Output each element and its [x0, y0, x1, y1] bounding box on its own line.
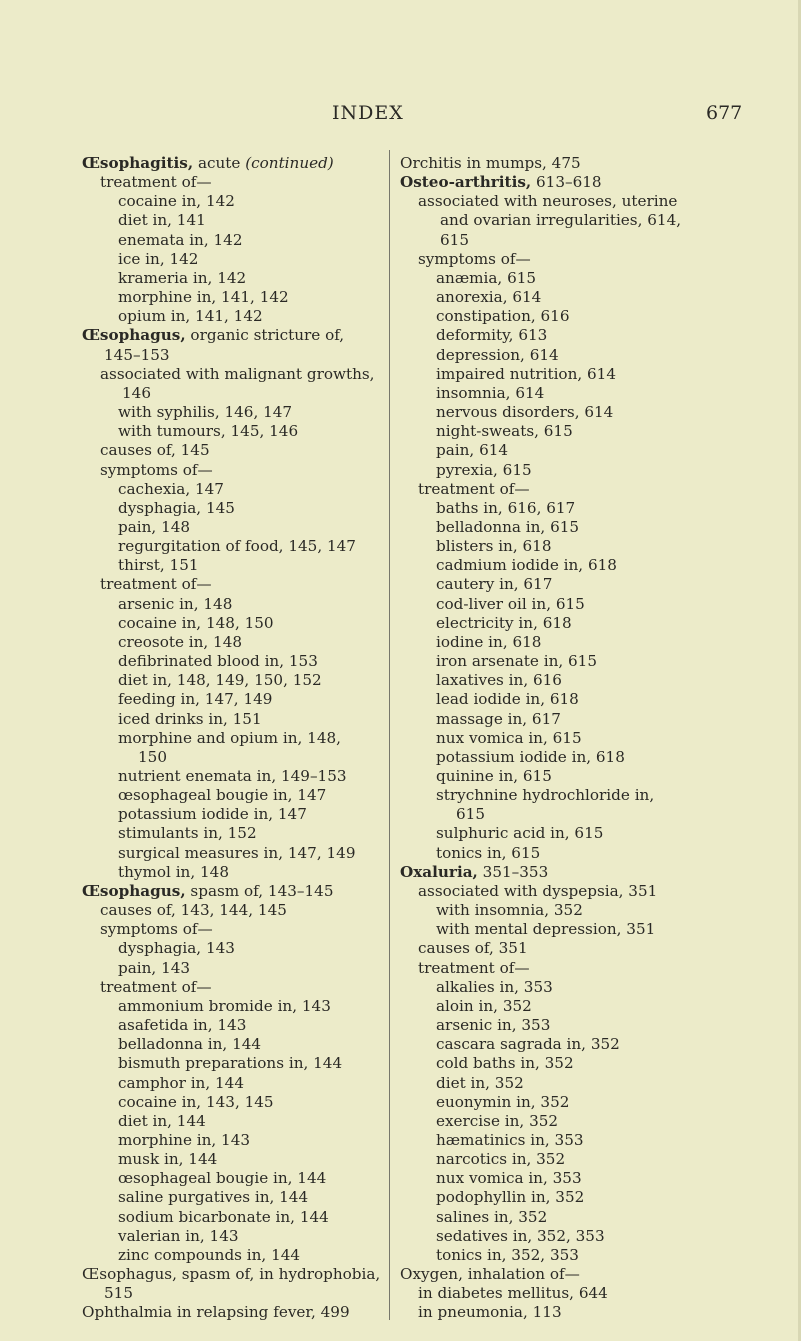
- index-entry: [82, 1112, 382, 1131]
- entry-text: constipation, 616: [436, 307, 570, 326]
- index-entry: [82, 346, 382, 365]
- index-entry: [400, 824, 704, 843]
- entry-text: pyrexia, 615: [436, 460, 532, 479]
- index-entry: [400, 1131, 704, 1150]
- entry-text: potassium iodide in, 147: [118, 805, 307, 824]
- entry-text: cadmium iodide in, 618: [436, 556, 617, 575]
- entry-text: cold baths in, 352: [436, 1054, 574, 1073]
- index-entry: [400, 882, 704, 901]
- index-entry: [400, 211, 704, 230]
- entry-text: opium in, 141, 142: [118, 307, 263, 326]
- index-entry: [82, 422, 382, 441]
- entry-text: aloin in, 352: [436, 996, 532, 1015]
- index-entry: [82, 1169, 382, 1188]
- index-entry: [400, 1054, 704, 1073]
- index-entry: [82, 1093, 382, 1112]
- index-column-left: [82, 154, 382, 1323]
- entry-text: and ovarian irregularities, 614,: [440, 211, 682, 230]
- index-entry: [82, 250, 382, 269]
- entry-text: sulphuric acid in, 615: [436, 824, 604, 843]
- entry-text: associated with neuroses, uterine: [418, 192, 678, 211]
- index-entry: [82, 959, 382, 978]
- entry-text: creosote in, 148: [118, 632, 243, 651]
- index-entry: [400, 959, 704, 978]
- entry-note: (continued): [245, 154, 334, 172]
- entry-text: Orchitis in mumps, 475: [400, 154, 581, 172]
- index-entry: [82, 786, 382, 805]
- entry-text: cautery in, 617: [436, 575, 553, 594]
- index-heading: [400, 1265, 704, 1284]
- entry-text: causes of, 145: [100, 441, 210, 460]
- entry-text: valerian in, 143: [118, 1226, 239, 1245]
- entry-text: blisters in, 618: [436, 537, 552, 556]
- entry-text: thymol in, 148: [118, 862, 229, 881]
- index-entry: [400, 250, 704, 269]
- entry-text: ammonium bromide in, 143: [118, 996, 331, 1015]
- index-heading: [82, 882, 382, 901]
- index-entry: [400, 422, 704, 441]
- entry-text: diet in, 144: [118, 1111, 206, 1130]
- entry-text: tonics in, 352, 353: [436, 1245, 579, 1264]
- entry-text: defibrinated blood in, 153: [118, 652, 318, 671]
- entry-text: 613–618: [531, 173, 602, 192]
- index-entry: [82, 1054, 382, 1073]
- headword: Œsophagus,: [82, 881, 186, 900]
- entry-text: pain, 614: [436, 441, 509, 460]
- index-entry: [400, 499, 704, 518]
- headword: Oxaluria,: [400, 862, 478, 881]
- entry-text: hæmatinics in, 353: [436, 1130, 584, 1149]
- index-heading: [400, 863, 704, 882]
- index-entry: [400, 595, 704, 614]
- entry-text: diet in, 352: [436, 1073, 524, 1092]
- index-entry: [82, 173, 382, 192]
- entry-text: in pneumonia, 113: [418, 1303, 562, 1322]
- entry-text: arsenic in, 148: [118, 594, 233, 613]
- index-entry: [82, 652, 382, 671]
- index-entry: [82, 633, 382, 652]
- index-entry: [400, 1303, 704, 1322]
- index-entry: [400, 1284, 704, 1303]
- entry-text: laxatives in, 616: [436, 671, 562, 690]
- entry-text: surgical measures in, 147, 149: [118, 843, 356, 862]
- entry-text: Ophthalmia in relapsing fever, 499: [82, 1303, 350, 1322]
- index-entry: [400, 1112, 704, 1131]
- entry-text: morphine and opium in, 148,: [118, 728, 341, 747]
- entry-text: Œsophagus, spasm of, in hydrophobia,: [82, 1265, 381, 1284]
- entry-text: spasm of, 143–145: [185, 881, 334, 900]
- index-entry: [82, 729, 382, 748]
- index-entry: [400, 537, 704, 556]
- index-entry: [400, 844, 704, 863]
- entry-text: œsophageal bougie in, 147: [118, 786, 327, 805]
- index-entry: [82, 671, 382, 690]
- index-entry: [400, 997, 704, 1016]
- entry-text: podophyllin in, 352: [436, 1188, 585, 1207]
- index-entry: [400, 403, 704, 422]
- entry-text: treatment of—: [100, 575, 212, 594]
- index-entry: [400, 461, 704, 480]
- entry-text: 150: [138, 747, 167, 766]
- index-entry: [82, 1284, 382, 1303]
- entry-text: acute: [193, 154, 246, 172]
- entry-text: œsophageal bougie in, 144: [118, 1169, 327, 1188]
- entry-text: narcotics in, 352: [436, 1150, 566, 1169]
- entry-text: camphor in, 144: [118, 1073, 244, 1092]
- index-heading: [82, 1265, 382, 1284]
- index-entry: [82, 978, 382, 997]
- entry-text: impaired nutrition, 614: [436, 364, 617, 383]
- entry-text: treatment of—: [418, 958, 530, 977]
- entry-text: massage in, 617: [436, 709, 561, 728]
- index-entry: [82, 863, 382, 882]
- index-entry: [400, 614, 704, 633]
- entry-text: diet in, 148, 149, 150, 152: [118, 671, 322, 690]
- entry-text: salines in, 352: [436, 1207, 548, 1226]
- entry-text: with syphilis, 146, 147: [118, 403, 293, 422]
- index-entry: [400, 748, 704, 767]
- index-entry: [400, 939, 704, 958]
- index-entry: [82, 288, 382, 307]
- entry-text: asafetida in, 143: [118, 1016, 247, 1035]
- entry-text: zinc compounds in, 144: [118, 1245, 301, 1264]
- index-entry: [400, 307, 704, 326]
- entry-text: depression, 614: [436, 345, 559, 364]
- index-entry: [400, 1188, 704, 1207]
- entry-text: insomnia, 614: [436, 383, 545, 402]
- entry-text: regurgitation of food, 145, 147: [118, 537, 356, 556]
- entry-text: thirst, 151: [118, 556, 199, 575]
- index-entry: [82, 1188, 382, 1207]
- entry-text: 515: [104, 1284, 133, 1303]
- index-entry: [82, 441, 382, 460]
- index-entry: [82, 269, 382, 288]
- entry-text: iced drinks in, 151: [118, 709, 262, 728]
- index-entry: [82, 748, 382, 767]
- index-entry: [82, 844, 382, 863]
- entry-text: diet in, 141: [118, 211, 206, 230]
- index-entry: [82, 805, 382, 824]
- entry-text: electricity in, 618: [436, 613, 572, 632]
- index-entry: [400, 767, 704, 786]
- index-entry: [400, 346, 704, 365]
- index-entry: [400, 729, 704, 748]
- index-entry: [400, 575, 704, 594]
- index-heading: [82, 1303, 382, 1322]
- entry-text: associated with malignant growths,: [100, 364, 375, 383]
- index-entry: [400, 786, 704, 805]
- index-entry: [82, 614, 382, 633]
- entry-text: krameria in, 142: [118, 268, 247, 287]
- index-entry: [400, 1150, 704, 1169]
- entry-text: quinine in, 615: [436, 767, 552, 785]
- index-entry: [400, 192, 704, 211]
- index-entry: [400, 671, 704, 690]
- index-entry: [400, 901, 704, 920]
- index-entry: [82, 1208, 382, 1227]
- index-entry: [82, 690, 382, 709]
- entry-text: nux vomica in, 615: [436, 728, 582, 747]
- index-entry: [82, 767, 382, 786]
- index-entry: [82, 997, 382, 1016]
- entry-text: symptoms of—: [418, 249, 531, 268]
- index-entry: [400, 920, 704, 939]
- entry-text: lead iodide in, 618: [436, 690, 579, 709]
- index-entry: [400, 978, 704, 997]
- entry-text: ice in, 142: [118, 249, 199, 268]
- index-entry: [400, 710, 704, 729]
- entry-text: stimulants in, 152: [118, 824, 257, 843]
- index-entry: [400, 1074, 704, 1093]
- index-entry: [400, 633, 704, 652]
- index-heading: [400, 173, 704, 192]
- entry-text: with mental depression, 351: [436, 920, 656, 939]
- index-entry: [82, 824, 382, 843]
- index-entry: [82, 307, 382, 326]
- entry-text: alkalies in, 353: [436, 977, 553, 996]
- entry-text: treatment of—: [100, 977, 212, 996]
- entry-text: bismuth preparations in, 144: [118, 1054, 343, 1073]
- index-entry: [400, 231, 704, 250]
- entry-text: cachexia, 147: [118, 479, 224, 498]
- entry-text: 145–153: [104, 345, 170, 364]
- entry-text: causes of, 351: [418, 939, 528, 958]
- entry-text: anæmia, 615: [436, 268, 537, 287]
- index-entry: [82, 1074, 382, 1093]
- index-entry: [82, 710, 382, 729]
- index-entry: [82, 939, 382, 958]
- entry-text: euonymin in, 352: [436, 1092, 570, 1111]
- entry-text: belladonna in, 144: [118, 1035, 262, 1054]
- entry-text: with tumours, 145, 146: [118, 422, 299, 441]
- entry-text: symptoms of—: [100, 460, 213, 479]
- entry-text: nutrient enemata in, 149–153: [118, 767, 347, 785]
- index-entry: [400, 690, 704, 709]
- index-column-right: [400, 154, 704, 1323]
- index-entry: [82, 1150, 382, 1169]
- index-entry: [82, 192, 382, 211]
- index-entry: [82, 461, 382, 480]
- running-head: INDEX: [332, 102, 404, 124]
- entry-text: 615: [456, 805, 485, 824]
- entry-text: pain, 143: [118, 958, 191, 977]
- entry-text: nervous disorders, 614: [436, 403, 614, 422]
- index-entry: [400, 1093, 704, 1112]
- entry-text: feeding in, 147, 149: [118, 690, 273, 709]
- entry-text: saline purgatives in, 144: [118, 1188, 309, 1207]
- entry-text: 615: [440, 230, 469, 249]
- entry-text: in diabetes mellitus, 644: [418, 1284, 608, 1303]
- entry-text: sodium bicarbonate in, 144: [118, 1207, 329, 1226]
- index-entry: [400, 365, 704, 384]
- index-heading: [82, 154, 382, 173]
- entry-text: pain, 148: [118, 517, 191, 536]
- index-entry: [400, 326, 704, 345]
- index-entry: [82, 1016, 382, 1035]
- entry-text: iodine in, 618: [436, 632, 542, 651]
- index-entry: [82, 556, 382, 575]
- index-entry: [400, 1208, 704, 1227]
- index-entry: [400, 518, 704, 537]
- entry-text: sedatives in, 352, 353: [436, 1226, 605, 1245]
- entry-text: 146: [122, 383, 151, 402]
- headword: Œsophagus,: [82, 326, 186, 345]
- entry-text: enemata in, 142: [118, 230, 243, 249]
- index-entry: [400, 805, 704, 824]
- entry-text: strychnine hydrochloride in,: [436, 786, 655, 805]
- entry-text: morphine in, 141, 142: [118, 288, 289, 307]
- index-entry: [82, 365, 382, 384]
- index-entry: [400, 384, 704, 403]
- entry-text: cascara sagrada in, 352: [436, 1035, 620, 1054]
- index-entry: [82, 231, 382, 250]
- entry-text: nux vomica in, 353: [436, 1169, 582, 1188]
- entry-text: night-sweats, 615: [436, 422, 573, 441]
- entry-text: Oxygen, inhalation of—: [400, 1265, 580, 1284]
- entry-text: potassium iodide in, 618: [436, 747, 625, 766]
- entry-text: tonics in, 615: [436, 843, 541, 862]
- entry-text: exercise in, 352: [436, 1111, 559, 1130]
- index-entry: [82, 403, 382, 422]
- index-entry: [82, 384, 382, 403]
- index-entry: [400, 1016, 704, 1035]
- entry-text: baths in, 616, 617: [436, 498, 576, 517]
- column-divider: [389, 150, 390, 1320]
- index-entry: [82, 1246, 382, 1265]
- headword: Œsophagitis,: [82, 154, 194, 172]
- entry-text: with insomnia, 352: [436, 901, 583, 920]
- entry-text: dysphagia, 145: [118, 498, 235, 517]
- index-entry: [400, 1035, 704, 1054]
- index-entry: [82, 901, 382, 920]
- index-entry: [82, 575, 382, 594]
- index-entry: [82, 1227, 382, 1246]
- entry-text: deformity, 613: [436, 326, 548, 345]
- entry-text: anorexia, 614: [436, 288, 542, 307]
- entry-text: treatment of—: [100, 173, 212, 192]
- page-number: 677: [706, 102, 743, 124]
- index-entry: [400, 480, 704, 499]
- entry-text: organic stricture of,: [185, 326, 345, 345]
- entry-text: iron arsenate in, 615: [436, 652, 598, 671]
- index-entry: [400, 1227, 704, 1246]
- entry-text: symptoms of—: [100, 920, 213, 939]
- index-heading: [400, 154, 704, 173]
- entry-text: causes of, 143, 144, 145: [100, 901, 287, 920]
- entry-text: cocaine in, 142: [118, 192, 235, 211]
- index-entry: [400, 556, 704, 575]
- index-entry: [400, 269, 704, 288]
- entry-text: morphine in, 143: [118, 1130, 251, 1149]
- headword: Osteo-arthritis,: [400, 173, 532, 192]
- index-entry: [82, 499, 382, 518]
- index-entry: [82, 537, 382, 556]
- page-header: [0, 96, 801, 136]
- index-entry: [400, 1169, 704, 1188]
- entry-text: cod-liver oil in, 615: [436, 594, 585, 613]
- index-entry: [82, 1035, 382, 1054]
- entry-text: dysphagia, 143: [118, 939, 235, 958]
- entry-text: 351–353: [477, 862, 549, 881]
- index-entry: [400, 1246, 704, 1265]
- entry-text: arsenic in, 353: [436, 1016, 551, 1035]
- index-entry: [82, 1131, 382, 1150]
- index-entry: [400, 441, 704, 460]
- entry-text: cocaine in, 143, 145: [118, 1092, 274, 1111]
- index-entry: [400, 288, 704, 307]
- entry-text: musk in, 144: [118, 1150, 218, 1169]
- index-entry: [82, 211, 382, 230]
- entry-text: associated with dyspepsia, 351: [418, 881, 658, 900]
- index-entry: [82, 595, 382, 614]
- index-entry: [82, 480, 382, 499]
- index-entry: [82, 518, 382, 537]
- index-entry: [82, 920, 382, 939]
- entry-text: treatment of—: [418, 479, 530, 498]
- entry-text: cocaine in, 148, 150: [118, 613, 274, 632]
- entry-text: belladonna in, 615: [436, 517, 580, 536]
- index-heading: [82, 326, 382, 345]
- index-entry: [400, 652, 704, 671]
